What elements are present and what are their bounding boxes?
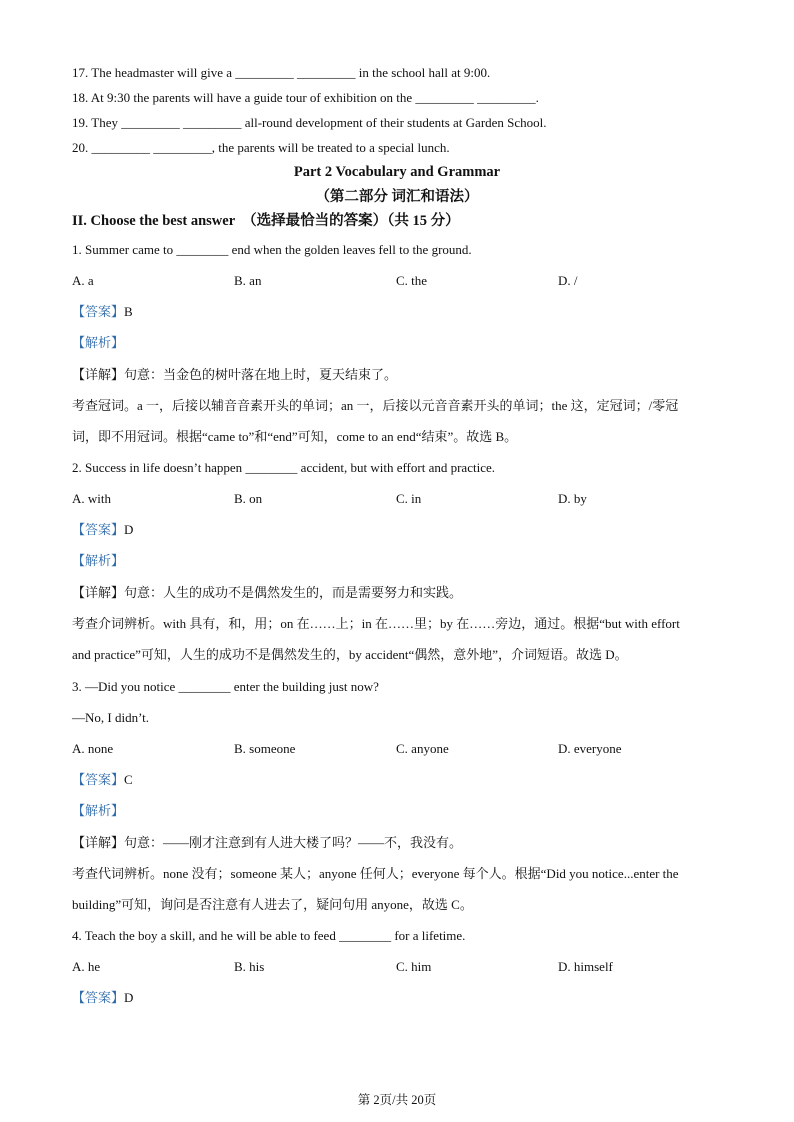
fill-item-20: 20. _________ _________, the parents will be treated to a special lunch. xyxy=(72,140,450,155)
answer-tag: 【答案】 xyxy=(72,772,125,787)
analysis-tag: 【解析】 xyxy=(72,553,125,568)
question-2-option-d: D. by xyxy=(558,491,587,506)
fill-item-18: 18. At 9:30 the parents will have a guide tour of exhibition on the _________ _________. xyxy=(72,90,539,105)
question-2-option-b: B. on xyxy=(234,491,263,506)
question-1-option-d: D. / xyxy=(558,273,578,288)
question-1-detail-line-1 xyxy=(72,366,397,384)
question-1-detail-line-2: 考查冠词。a 一，后接以辅音音素开头的单词；an 一，后接以元音音素开头的单词；the 这，定冠词；/零冠 xyxy=(72,398,679,413)
detail-tag: 【详解】 xyxy=(72,585,125,600)
question-3-stem-reply: —No, I didn’t. xyxy=(72,710,150,725)
detail-text: 句意：当金色的树叶落在地上时，夏天结束了。 xyxy=(124,367,398,382)
question-4-answer xyxy=(72,989,133,1007)
question-3-detail-line-1 xyxy=(72,834,462,852)
fill-item-17: 17. The headmaster will give a _________ _________ in the school hall at 9:00. xyxy=(72,65,491,80)
question-1-analysis-tag xyxy=(72,334,124,352)
question-3-option-a: A. none xyxy=(72,741,114,756)
detail-text: 句意：——刚才注意到有人进大楼了吗？——不，我没有。 xyxy=(124,835,463,850)
section-heading: II. Choose the best answer （选择最恰当的答案）（共 15 分） xyxy=(72,213,460,229)
question-1-detail-line-3: 词，即不用冠词。根据“came to”和“end”可知，come to an end“结束”。故选 B。 xyxy=(72,429,518,444)
detail-tag: 【详解】 xyxy=(72,835,125,850)
analysis-tag: 【解析】 xyxy=(72,803,125,818)
question-1-option-a: A. a xyxy=(72,273,94,288)
answer-value: C xyxy=(124,772,133,787)
answer-value: D xyxy=(124,990,134,1005)
question-3-option-b: B. someone xyxy=(234,741,296,756)
question-3-analysis-tag xyxy=(72,802,124,820)
question-1-stem: 1. Summer came to ________ end when the golden leaves fell to the ground. xyxy=(72,242,472,257)
detail-text: 句意：人生的成功不是偶然发生的，而是需要努力和实践。 xyxy=(124,585,463,600)
question-4-option-a: A. he xyxy=(72,959,101,974)
answer-tag: 【答案】 xyxy=(72,990,125,1005)
question-2-option-a: A. with xyxy=(72,491,111,506)
fill-item-19: 19. They _________ _________ all-round development of their students at Garden School. xyxy=(72,115,547,130)
part-subtitle: （第二部分 词汇和语法） xyxy=(315,189,479,205)
question-2-detail-line-2: 考查介词辨析。with 具有，和，用；on 在……上；in 在……里；by 在……旁边，通过。根据“but with effort xyxy=(72,616,680,631)
answer-tag: 【答案】 xyxy=(72,304,125,319)
question-4-option-d: D. himself xyxy=(558,959,613,974)
question-2-option-c: C. in xyxy=(396,491,422,506)
answer-value: B xyxy=(124,304,133,319)
page-footer: 第 2页/共 20页 xyxy=(357,1093,437,1107)
question-4-option-c: C. him xyxy=(396,959,432,974)
question-3-stem: 3. —Did you notice ________ enter the building just now? xyxy=(72,679,379,694)
question-2-detail-line-3: and practice”可知，人生的成功不是偶然发生的，by accident“偶然，意外地”，介词短语。故选 D。 xyxy=(72,647,628,662)
question-3-option-c: C. anyone xyxy=(396,741,449,756)
answer-tag: 【答案】 xyxy=(72,522,125,537)
question-1-option-b: B. an xyxy=(234,273,262,288)
question-4-option-b: B. his xyxy=(234,959,265,974)
question-4-stem: 4. Teach the boy a skill, and he will be able to feed ________ for a lifetime. xyxy=(72,928,466,943)
question-3-detail-line-2: 考查代词辨析。none 没有；someone 某人；anyone 任何人；everyone 每个人。根据“Did you notice...enter the xyxy=(72,866,679,881)
answer-value: D xyxy=(124,522,134,537)
question-3-answer xyxy=(72,771,133,789)
question-2-analysis-tag xyxy=(72,552,124,570)
question-2-detail-line-1 xyxy=(72,584,462,602)
part-title: Part 2 Vocabulary and Grammar xyxy=(293,164,501,180)
detail-tag: 【详解】 xyxy=(72,367,125,382)
question-3-detail-line-3: building”可知，询问是否注意有人进去了，疑问句用 anyone，故选 C。 xyxy=(72,897,473,912)
analysis-tag: 【解析】 xyxy=(72,335,125,350)
question-2-stem: 2. Success in life doesn’t happen ________ accident, but with effort and practice. xyxy=(72,460,495,475)
question-1-option-c: C. the xyxy=(396,273,428,288)
question-3-option-d: D. everyone xyxy=(558,741,622,756)
question-2-answer xyxy=(72,521,133,539)
question-1-answer xyxy=(72,303,133,321)
